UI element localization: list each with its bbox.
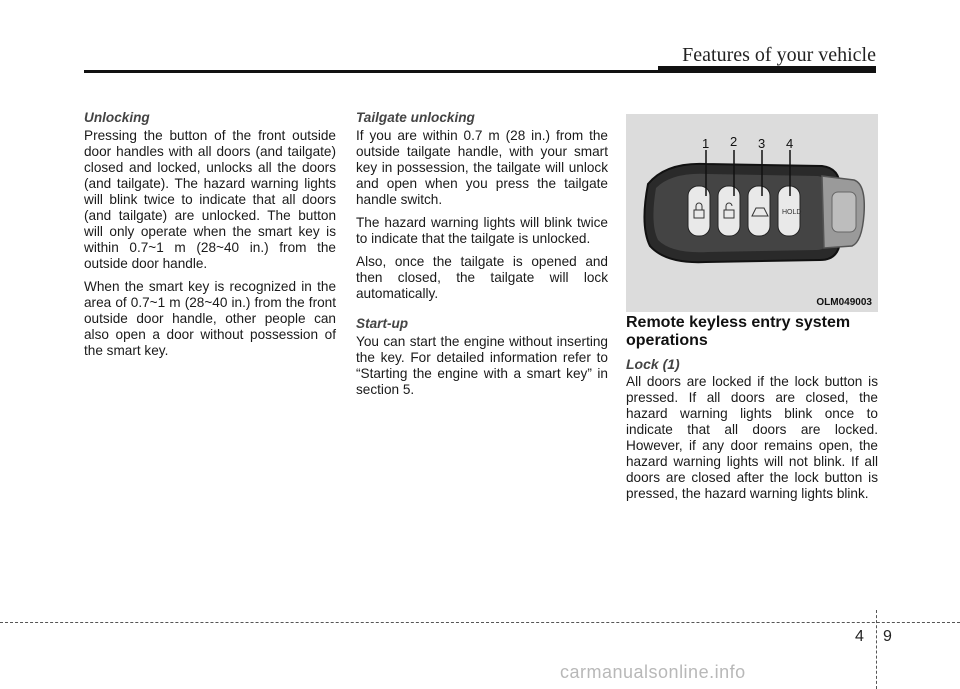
paragraph: Also, once the tailgate is opened and then closed, the tailgate will lock automatically. bbox=[356, 254, 608, 301]
footer-rule bbox=[0, 622, 960, 623]
header-rule-accent bbox=[658, 66, 876, 73]
column-middle bbox=[356, 110, 608, 405]
svg-text:HOLD: HOLD bbox=[782, 209, 802, 216]
page-header-title: Features of your vehicle bbox=[682, 44, 876, 66]
paragraph: You can start the engine without inserting the key. For detailed information refer to “Starting the engine with a smart key” in section 5. bbox=[356, 334, 608, 397]
section-heading-tailgate-unlocking: Tailgate unlocking bbox=[356, 110, 475, 125]
paragraph: The hazard warning lights will blink twice to indicate that the tailgate is unlocked. bbox=[356, 215, 608, 246]
section-heading-start-up: Start-up bbox=[356, 316, 409, 331]
smart-key-illustration bbox=[626, 114, 878, 312]
key-button-label-2: 2 bbox=[730, 134, 738, 149]
paragraph: Pressing the button of the front outside door handles with all doors (and tailgate) closed and locked, unlocks all the doors (and tailgate). The hazard warning lights will blink twice to indicate that all doors (and tailgate) are unlocked. The button will only operate when the smart key is within 0.7~1 m (28~40 in.) from the outside door handle. bbox=[84, 128, 336, 271]
key-button-label-3: 3 bbox=[758, 136, 766, 151]
paragraph: If you are within 0.7 m (28 in.) from the outside tailgate handle, with your smart key in possession, the tailgate will unlock and open when you press the tailgate handle switch. bbox=[356, 128, 608, 207]
key-button-label-4: 4 bbox=[786, 136, 794, 151]
paragraph: All doors are locked if the lock button is pressed. If all doors are closed, the hazard warning lights blink once to indicate that all doors are locked. However, if any door remains open, the hazard warning lights will not blink. If all doors are closed after the lock button is pressed, the hazard warning lights blink. bbox=[626, 374, 878, 501]
figure-caption: OLM049003 bbox=[816, 297, 872, 308]
section-heading-remote-keyless: Remote keyless entry system operations bbox=[626, 314, 851, 349]
page-number: 9 bbox=[883, 628, 892, 645]
footer-divider bbox=[876, 610, 877, 689]
subsection-heading-lock: Lock (1) bbox=[626, 356, 680, 372]
section-heading-unlocking: Unlocking bbox=[84, 110, 150, 125]
key-button-label-1: 1 bbox=[702, 136, 710, 151]
paragraph: When the smart key is recognized in the area of 0.7~1 m (28~40 in.) from the front outside door handle, other people can also open a door without possession of the smart key. bbox=[84, 279, 336, 358]
watermark: carmanualsonline.info bbox=[560, 662, 746, 682]
smart-key-figure bbox=[626, 114, 878, 312]
chapter-number: 4 bbox=[855, 628, 864, 645]
column-left bbox=[84, 110, 336, 366]
